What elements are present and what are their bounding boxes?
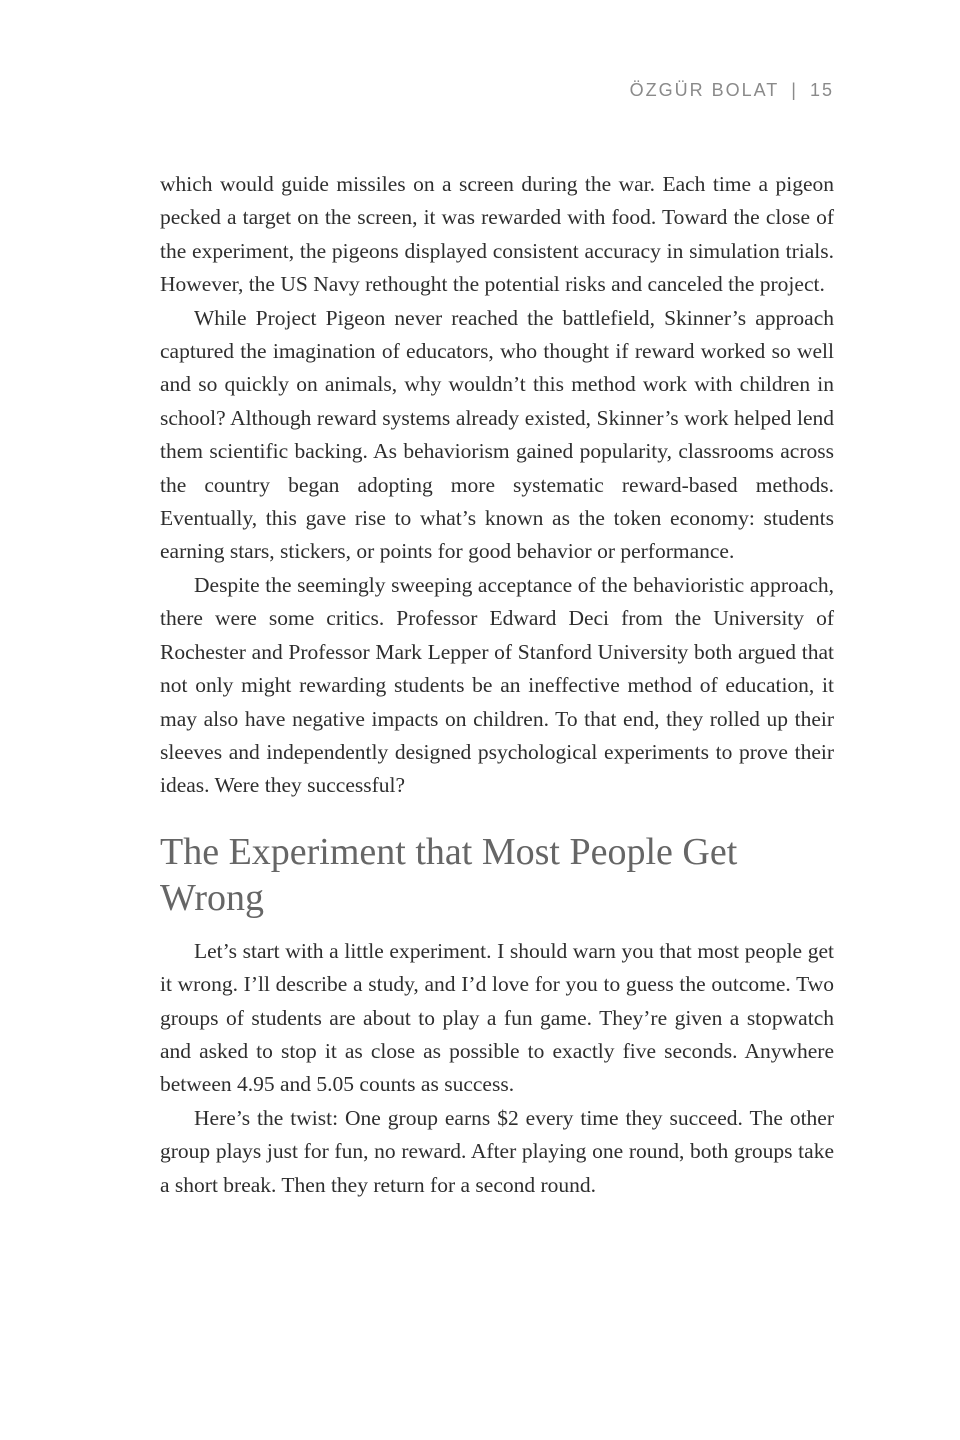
paragraph: which would guide missiles on a screen during the war. Each time a pigeon pecked a target on the screen, it was rewarded with food. Toward the close of the experiment, the pigeons displayed consistent accuracy in simulation trials. However, the US Navy rethought the potential risks and canceled the project. [160, 172, 834, 297]
paragraph: Here’s the twist: One group earns $2 every time they succeed. The other group plays just for fun, no reward. After playing one round, both groups take a short break. Then they return for a second round. [160, 1105, 834, 1197]
section-heading: The Experiment that Most People Get Wrong [160, 830, 738, 919]
running-head [630, 80, 834, 101]
body-text [160, 168, 834, 1202]
header-separator: | [791, 80, 798, 100]
paragraph: Despite the seemingly sweeping acceptance of the behavioristic approach, there were some critics. Professor Edward Deci from the University of Rochester and Professor Mark Lepper of Stanford University both argued that not only might rewarding students be an ineffective method of education, it may also have negative impacts on children. To that end, they rolled up their sleeves and independently designed psychological experiments to prove their ideas. Were they successful? [160, 572, 834, 798]
paragraph: While Project Pigeon never reached the battlefield, Skinner’s approach captured the imagination of educators, who thought if reward worked so well and so quickly on animals, why wouldn’t this method work with children in school? Although reward systems already existed, Skinner’s work helped lend them scientific backing. As behaviorism gained popularity, classrooms across the country began adopting more systematic reward-based methods. Eventually, this gave rise to what’s known as the token economy: students earning stars, stickers, or points for good behavior or performance. [160, 305, 834, 564]
page-number: 15 [809, 80, 834, 100]
author-name: ÖZGÜR BOLAT [629, 80, 780, 100]
paragraph: Let’s start with a little experiment. I should warn you that most people get it wrong. I’ll describe a study, and I’d love for you to guess the outcome. Two groups of students are about to play a fun game. They’re given a stopwatch and asked to stop it as close as possible to exactly five seconds. Anywhere between 4.95 and 5.05 counts as success. [160, 938, 834, 1097]
